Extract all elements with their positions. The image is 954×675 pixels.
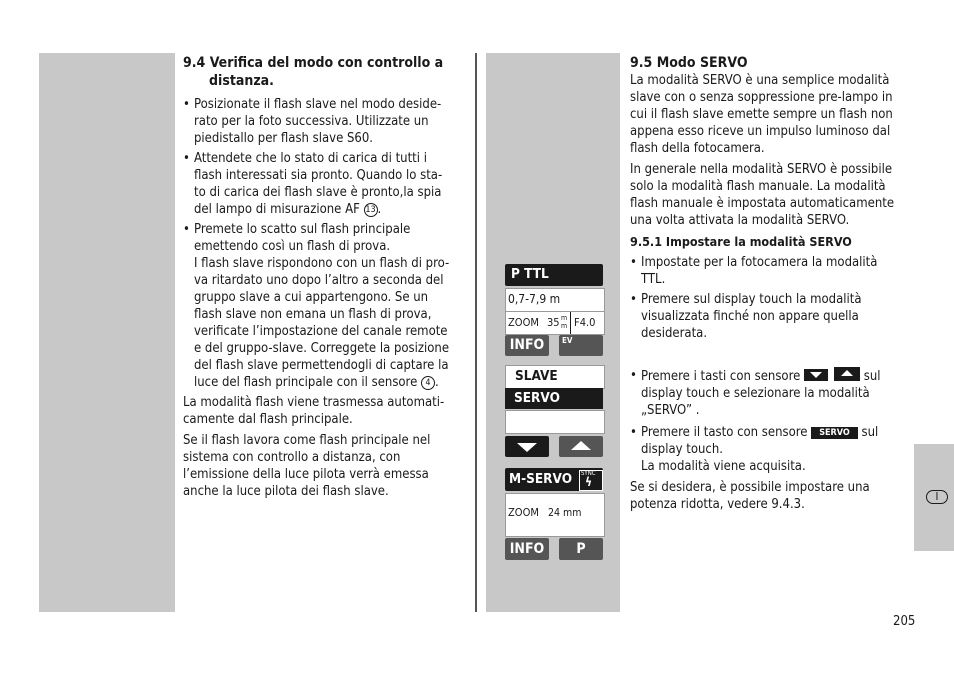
- bullet-position-slave: • Posizionate il flash slave nel modo deside- rato per la foto successiva. Utilizzate un piedistallo per flash slave S60.: [183, 96, 473, 147]
- chevron-up-icon: [571, 441, 591, 450]
- lightning-icon: ϟ: [585, 475, 593, 489]
- paragraph-pilot-light: Se il flash lavora come flash principale nel sistema con controllo a distanza, con l’emissione della luce pilota verrà emessa anche la luce pilota dei flash slave.: [183, 433, 431, 499]
- paragraph-servo-intro: La modalità SERVO è una semplice modalità slave con o senza soppressione pre-lampo in cui il flash slave emette sempre un flash non appena esso riceve un impulso luminoso dal flash della fotocamera.: [630, 73, 893, 156]
- left-column: [183, 54, 473, 500]
- range-display: 0,7-7,9 m: [505, 288, 605, 312]
- empty-display-row: [505, 410, 605, 434]
- left-margin-band: [39, 53, 175, 612]
- servo-key-icon: SERVO: [811, 427, 858, 439]
- p-button[interactable]: P: [559, 538, 603, 560]
- subsection-heading-9-5-1: 9.5.1 Impostare la modalità SERVO: [630, 234, 852, 249]
- bullet-set-ttl: • Impostate per la fotocamera la modalità TTL.: [630, 254, 915, 288]
- paragraph-servo-manual: In generale nella modalità SERVO è possibile solo la modalità flash manuale. La modalità flash manuale è impostata automaticamente una volta attivata la modalità SERVO.: [630, 162, 895, 228]
- info-button[interactable]: INFO: [505, 335, 549, 356]
- bullet-press-mode: • Premere sul display touch la modalità visualizzata finché non appare quella desiderata.: [630, 291, 915, 342]
- slave-label-row: SLAVE: [505, 365, 605, 389]
- right-column: [630, 54, 915, 513]
- bullet-press-servo: • Premere il tasto con sensore SERVO sul display touch. La modalità viene acquisita.: [630, 424, 915, 475]
- arrow-down-button[interactable]: [505, 436, 549, 457]
- flash-display-illustration: [505, 264, 605, 564]
- zoom-display: ZOOM 24 mm: [505, 493, 605, 537]
- bullet-press-arrows: • Premere i tasti con sensore sul display touch e selezionare la modalità „SERVO” .: [630, 367, 915, 419]
- paragraph-auto-transmit: La modalità flash viene trasmessa automati- camente dal flash principale.: [183, 395, 445, 427]
- page-number: 205: [893, 614, 916, 629]
- up-key-icon: [834, 367, 860, 381]
- reference-number-13: 13: [365, 205, 376, 215]
- zoom-aperture-display: ZOOM 35 m m F4.0: [505, 311, 605, 335]
- info-button-2[interactable]: INFO: [505, 538, 549, 560]
- arrow-up-button[interactable]: [559, 436, 603, 457]
- section-heading-9-4: 9.4 Verifica del modo con controllo a distanza.: [183, 55, 444, 89]
- mode-bar-pttl: P TTL: [505, 264, 603, 286]
- down-key-icon: [804, 369, 828, 381]
- chevron-down-icon: [517, 443, 537, 452]
- bullet-wait-charge: • Attendete che lo stato di carica di tutti i flash interessati sia pronto. Quando lo sta- to di carica dei flash slave è pronto,la spia del lampo di misurazione AF 13 .: [183, 150, 473, 218]
- reference-number-4: 4: [421, 376, 435, 390]
- bullet-test-flash: • Premete lo scatto sul flash principale emettendo così un flash di prova. I flash slave rispondono con un flash di pro- va ritardato uno dopo l’altro a seconda del gruppo slave a cui appartengono. Se un flash slave non emana un flash di prova, verificate l’impostazione del canale remote e del gruppo-slave. Correggete la posizione del flash slave permettendogli di captare la luce del flash principale con il sensore 4 .: [183, 221, 473, 391]
- column-divider: [475, 53, 477, 612]
- mode-bar-servo[interactable]: SERVO: [505, 388, 603, 409]
- section-heading-9-5: 9.5 Modo SERVO: [630, 55, 748, 71]
- language-tab-label: I: [926, 490, 948, 504]
- paragraph-reduced-power: Se si desidera, è possibile impostare una potenza ridotta, vedere 9.4.3.: [630, 480, 870, 512]
- ev-button[interactable]: EV: [559, 335, 603, 356]
- mode-bar-mservo: M-SERVO SYNC ϟ: [505, 468, 603, 491]
